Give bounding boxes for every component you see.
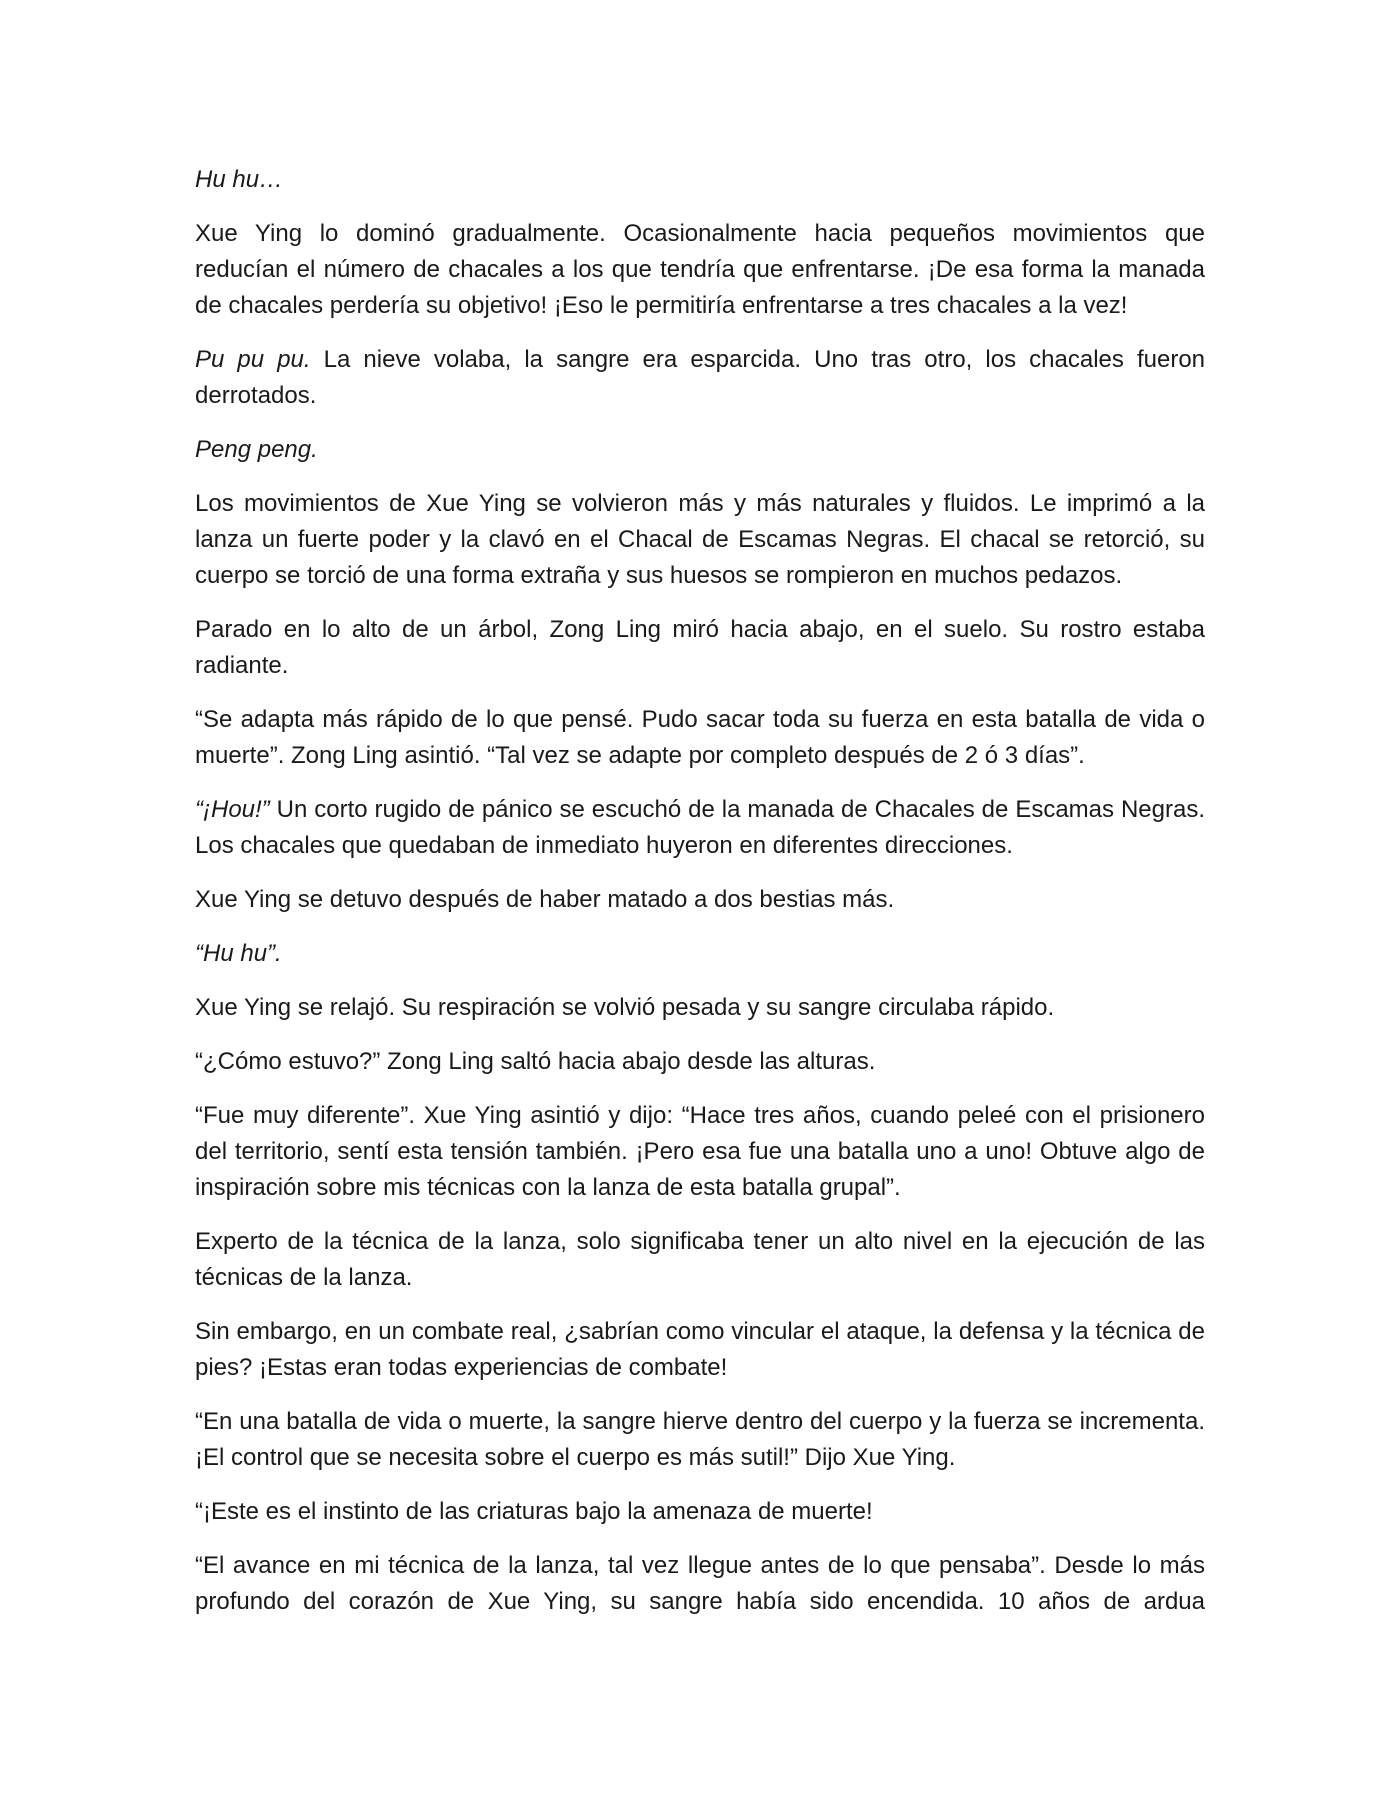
paragraph-16 bbox=[195, 1404, 1205, 1476]
paragraph-13-text: “Fue muy diferente”. Xue Ying asintió y dijo: “Hace tres años, cuando peleé con el prisionero del territorio, sentí esta tensión también. ¡Pero esa fue una batalla uno a uno! Obtuve algo de inspiración sobre mis técnicas con la lanza de esta batalla grupal”. bbox=[195, 1102, 1205, 1201]
paragraph-16-text: “En una batalla de vida o muerte, la sangre hierve dentro del cuerpo y la fuerza se incrementa. ¡El control que se necesita sobre el cuerpo es más sutil!” Dijo Xue Ying. bbox=[195, 1408, 1205, 1471]
paragraph-3-text: La nieve volaba, la sangre era esparcida. Uno tras otro, los chacales fueron derrotados. bbox=[195, 346, 1206, 409]
paragraph-8 bbox=[195, 792, 1205, 864]
paragraph-17-text: “¡Este es el instinto de las criaturas bajo la amenaza de muerte! bbox=[195, 1498, 873, 1525]
paragraph-14-text: Experto de la técnica de la lanza, solo significaba tener un alto nivel en la ejecución de las técnicas de la lanza. bbox=[195, 1228, 1205, 1291]
paragraph-10-italic: “Hu hu”. bbox=[195, 940, 282, 967]
paragraph-9 bbox=[195, 882, 1205, 918]
paragraph-5 bbox=[195, 486, 1205, 594]
paragraph-1-italic: Hu hu… bbox=[195, 166, 284, 193]
paragraph-12 bbox=[195, 1044, 1205, 1080]
paragraph-18 bbox=[195, 1548, 1205, 1620]
paragraph-17 bbox=[195, 1494, 1205, 1530]
paragraph-14 bbox=[195, 1224, 1205, 1296]
document-page bbox=[195, 162, 1205, 1638]
paragraph-9-text: Xue Ying se detuvo después de haber matado a dos bestias más. bbox=[195, 886, 895, 913]
paragraph-15 bbox=[195, 1314, 1205, 1386]
paragraph-18-text: “El avance en mi técnica de la lanza, tal vez llegue antes de lo que pensaba”. Desde lo más profundo del corazón de Xue Ying, su sangre había sido encendida. 10 años de ardua bbox=[195, 1552, 1205, 1615]
paragraph-15-text: Sin embargo, en un combate real, ¿sabrían como vincular el ataque, la defensa y la técnica de pies? ¡Estas eran todas experiencias de combate! bbox=[195, 1318, 1205, 1381]
paragraph-2 bbox=[195, 216, 1205, 324]
paragraph-10 bbox=[195, 936, 1205, 972]
paragraph-5-text: Los movimientos de Xue Ying se volvieron más y más naturales y fluidos. Le imprimó a la lanza un fuerte poder y la clavó en el Chacal de Escamas Negras. El chacal se retorció, su cuerpo se torció de una forma extraña y sus huesos se rompieron en muchos pedazos. bbox=[195, 490, 1205, 589]
paragraph-3-italic: Pu pu pu. bbox=[195, 346, 311, 373]
paragraph-6-text: Parado en lo alto de un árbol, Zong Ling miró hacia abajo, en el suelo. Su rostro estaba radiante. bbox=[195, 616, 1205, 679]
paragraph-6 bbox=[195, 612, 1205, 684]
paragraph-2-text: Xue Ying lo dominó gradualmente. Ocasionalmente hacia pequeños movimientos que reducían el número de chacales a los que tendría que enfrentarse. ¡De esa forma la manada de chacales perdería su objetivo! ¡Eso le permitiría enfrentarse a tres chacales a la vez! bbox=[195, 220, 1205, 319]
paragraph-4 bbox=[195, 432, 1205, 468]
paragraph-13 bbox=[195, 1098, 1205, 1206]
paragraph-8-italic: “¡Hou!” bbox=[195, 796, 270, 823]
paragraph-1 bbox=[195, 162, 1205, 198]
paragraph-3 bbox=[195, 342, 1205, 414]
paragraph-11-text: Xue Ying se relajó. Su respiración se volvió pesada y su sangre circulaba rápido. bbox=[195, 994, 1055, 1021]
paragraph-4-italic: Peng peng. bbox=[195, 436, 318, 463]
paragraph-11 bbox=[195, 990, 1205, 1026]
paragraph-12-text: “¿Cómo estuvo?” Zong Ling saltó hacia abajo desde las alturas. bbox=[195, 1048, 876, 1075]
paragraph-7-text: “Se adapta más rápido de lo que pensé. Pudo sacar toda su fuerza en esta batalla de vida o muerte”. Zong Ling asintió. “Tal vez se adapte por completo después de 2 ó 3 días”. bbox=[195, 706, 1205, 769]
paragraph-8-text: Un corto rugido de pánico se escuchó de la manada de Chacales de Escamas Negras. Los chacales que quedaban de inmediato huyeron en diferentes direcciones. bbox=[195, 796, 1205, 859]
paragraph-7 bbox=[195, 702, 1205, 774]
